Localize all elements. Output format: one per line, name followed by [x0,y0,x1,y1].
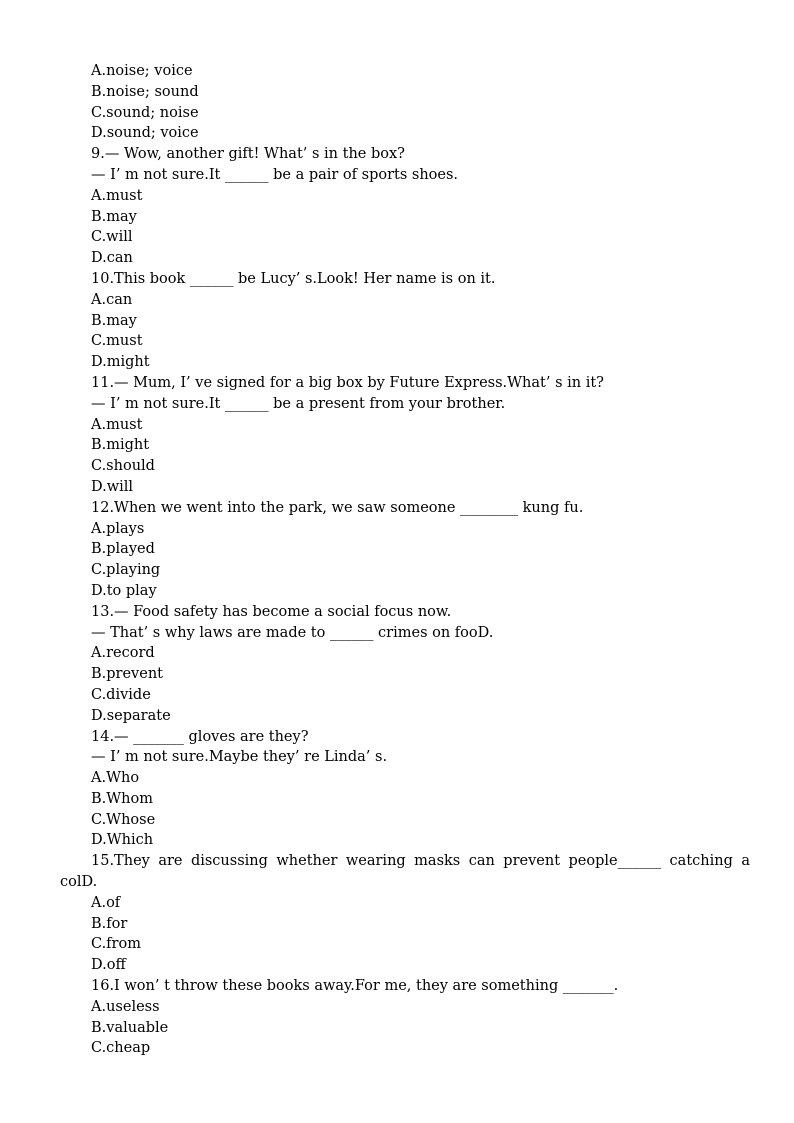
answer-option: B.may [91,208,137,225]
answer-option: C.will [91,229,133,246]
answer-option: D.sound; voice [91,125,199,142]
answer-option: A.Who [91,770,140,787]
answer-option: B.prevent [91,666,163,683]
answer-option: D.might [91,354,150,371]
answer-option: A.of [91,894,121,911]
answer-option: C.from [91,936,141,953]
answer-option: B.Whom [91,790,153,807]
answer-option: B.noise; sound [91,83,199,100]
answer-option: D.Which [91,832,154,849]
answer-option: C.sound; noise [91,104,199,121]
answer-option: D.separate [91,707,171,724]
dialogue-line: — That’ s why laws are made to ______ crimes on fooD. [91,624,494,641]
question-stem: 16.I won’ t throw these books away.For me, they are something _______. [91,978,619,995]
answer-option: A.must [91,416,143,433]
answer-option: A.noise; voice [91,63,193,79]
answer-option: C.cheap [91,1040,151,1057]
answer-option: B.may [91,312,137,329]
answer-option: D.to play [91,582,157,599]
question-stem: 13.— Food safety has become a social focus now. [91,603,452,620]
question-stem: 12.When we went into the park, we saw someone ________ kung fu. [91,499,584,516]
answer-option: C.playing [91,562,161,579]
dialogue-line: — I’ m not sure.It ______ be a pair of sports shoes. [91,166,459,183]
dialogue-line: — I’ m not sure.Maybe they’ re Linda’ s. [91,749,388,766]
answer-option: C.divide [91,686,151,703]
question-stem: 15.They are discussing whether wearing masks can prevent people______ catching a colD. [60,853,750,891]
question-list [60,61,750,1059]
answer-option: A.must [91,187,143,204]
answer-option: A.useless [91,998,160,1015]
question-stem: 10.This book ______ be Lucy’ s.Look! Her name is on it. [91,270,496,287]
question-stem: 14.— _______ gloves are they? [91,728,309,745]
question-stem: 9.— Wow, another gift! What’ s in the box? [91,146,405,163]
answer-option: D.can [91,250,133,267]
question-stem: 11.— Mum, I’ ve signed for a big box by Future Express.What’ s in it? [91,374,604,391]
answer-option: B.played [91,541,155,558]
answer-option: C.must [91,333,143,350]
dialogue-line: — I’ m not sure.It ______ be a present from your brother. [91,395,506,412]
answer-option: C.Whose [91,811,156,828]
answer-option: A.can [91,291,133,308]
answer-option: C.should [91,458,155,475]
answer-option: B.might [91,437,150,454]
answer-option: D.will [91,478,134,495]
answer-option: D.off [91,957,126,974]
answer-option: B.valuable [91,1019,169,1036]
answer-option: A.plays [91,520,145,537]
answer-option: A.record [91,645,155,662]
answer-option: B.for [91,915,128,932]
